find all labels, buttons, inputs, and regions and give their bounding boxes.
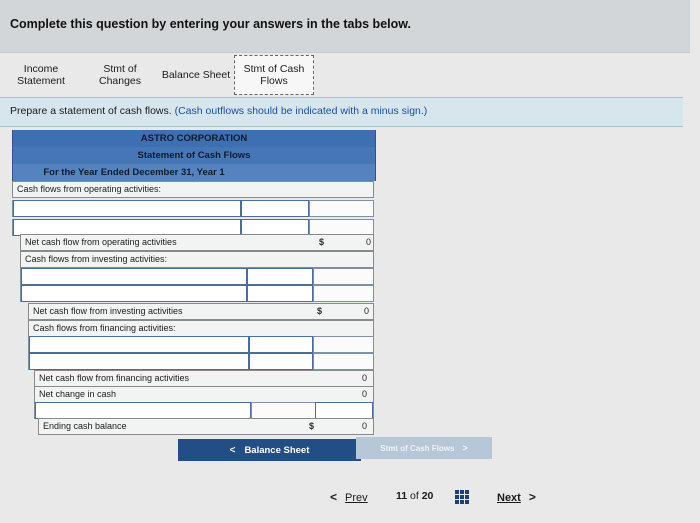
period-text: For the Year Ended December 31, Year 1 (43, 167, 225, 178)
operating-row-1 (12, 200, 374, 217)
tab-income-statement[interactable]: Income Statement (17, 63, 65, 87)
page-current: 11 (396, 490, 408, 502)
next-chevron-icon: > (528, 490, 536, 504)
question-grid-icon[interactable] (455, 490, 469, 504)
net-change-row (34, 386, 374, 403)
financing-row-1 (28, 336, 374, 353)
financing-row-1-amount-input[interactable] (249, 336, 313, 353)
operating-row-1-amount-input[interactable] (241, 200, 309, 217)
net-financing-value: 0 (361, 373, 367, 383)
net-investing-label: Net cash flow from investing activities (33, 306, 183, 316)
ending-cash-row (38, 418, 374, 435)
instruction-note: (Cash outflows should be indicated with a minus sign.) (174, 105, 428, 117)
investing-row-2-total (313, 286, 373, 301)
net-investing-row (28, 303, 374, 320)
balance-sheet-button[interactable] (178, 439, 361, 461)
net-operating-label: Net cash flow from operating activities (25, 237, 177, 247)
ending-cash-value: 0 (361, 421, 367, 431)
operating-row-1-label-input[interactable] (13, 200, 241, 217)
instructions-banner (0, 0, 690, 53)
net-operating-currency: $ (319, 237, 325, 247)
cash-balance-row (34, 402, 374, 419)
prev-chevron-icon: < (330, 490, 338, 504)
operating-row-1-total (309, 201, 373, 216)
net-financing-label: Net cash flow from financing activities (39, 373, 190, 383)
operating-row-2-total (309, 220, 373, 235)
page-total: 20 (421, 490, 434, 502)
net-change-label: Net change in cash (39, 389, 117, 399)
statement-title: Statement of Cash Flows (12, 147, 376, 164)
tab-stmt-of-cash-flows[interactable]: Stmt of Cash Flows (234, 55, 314, 95)
financing-row-2-label-input[interactable] (29, 353, 249, 370)
financing-row-1-label-input[interactable] (29, 336, 249, 353)
investing-row-2-amount-input[interactable] (247, 285, 313, 302)
financing-row-2 (28, 353, 374, 370)
stmt-cash-flows-button[interactable] (356, 437, 492, 459)
instruction-main: Prepare a statement of cash flows. (10, 105, 172, 117)
financing-row-2-amount-input[interactable] (249, 353, 313, 370)
ending-cash-label: Ending cash balance (43, 421, 127, 431)
investing-row-2 (20, 285, 374, 302)
prev-label: Prev (345, 492, 368, 504)
next-label: Next (497, 492, 521, 504)
cash-balance-amount (251, 403, 315, 418)
operating-header: Cash flows from operating activities: (12, 181, 374, 198)
tab-balance-sheet[interactable]: Balance Sheet (161, 69, 231, 81)
chevron-left-icon: < (229, 444, 236, 456)
cash-balance-label-input[interactable] (35, 402, 251, 419)
tab-stmt-of-changes[interactable]: Stmt of Changes (98, 63, 142, 87)
investing-row-2-label-input[interactable] (21, 285, 247, 302)
statement-period (12, 164, 376, 181)
investing-row-1-label-input[interactable] (21, 268, 247, 285)
net-operating-row (20, 234, 374, 251)
chevron-right-icon: > (462, 443, 468, 453)
net-investing-value: 0 (363, 306, 369, 316)
banner-text: Complete this question by entering your answers in the tabs below. (10, 17, 411, 31)
net-financing-row (34, 370, 374, 387)
page-of: of (410, 490, 419, 502)
page-indicator (396, 490, 433, 502)
instruction-bar (0, 97, 683, 127)
investing-row-1-amount-input[interactable] (247, 268, 313, 285)
investing-row-1-total (313, 269, 373, 284)
balance-sheet-button-label: Balance Sheet (244, 444, 310, 456)
financing-row-1-total (313, 337, 373, 352)
instruction-text (10, 105, 427, 117)
net-operating-value: 0 (365, 237, 371, 247)
company-name: ASTRO CORPORATION (12, 130, 376, 147)
net-investing-currency: $ (317, 306, 323, 316)
ending-cash-currency: $ (309, 421, 315, 431)
next-button[interactable] (497, 490, 536, 504)
cash-balance-total-input[interactable] (315, 402, 373, 419)
investing-header: Cash flows from investing activities: (20, 251, 374, 268)
prev-button[interactable] (330, 490, 368, 504)
net-change-value: 0 (361, 389, 367, 399)
financing-header: Cash flows from financing activities: (28, 320, 374, 337)
investing-row-1 (20, 268, 374, 285)
financing-row-2-total (313, 354, 373, 369)
stmt-cash-flows-button-label: Stmt of Cash Flows (380, 443, 455, 453)
